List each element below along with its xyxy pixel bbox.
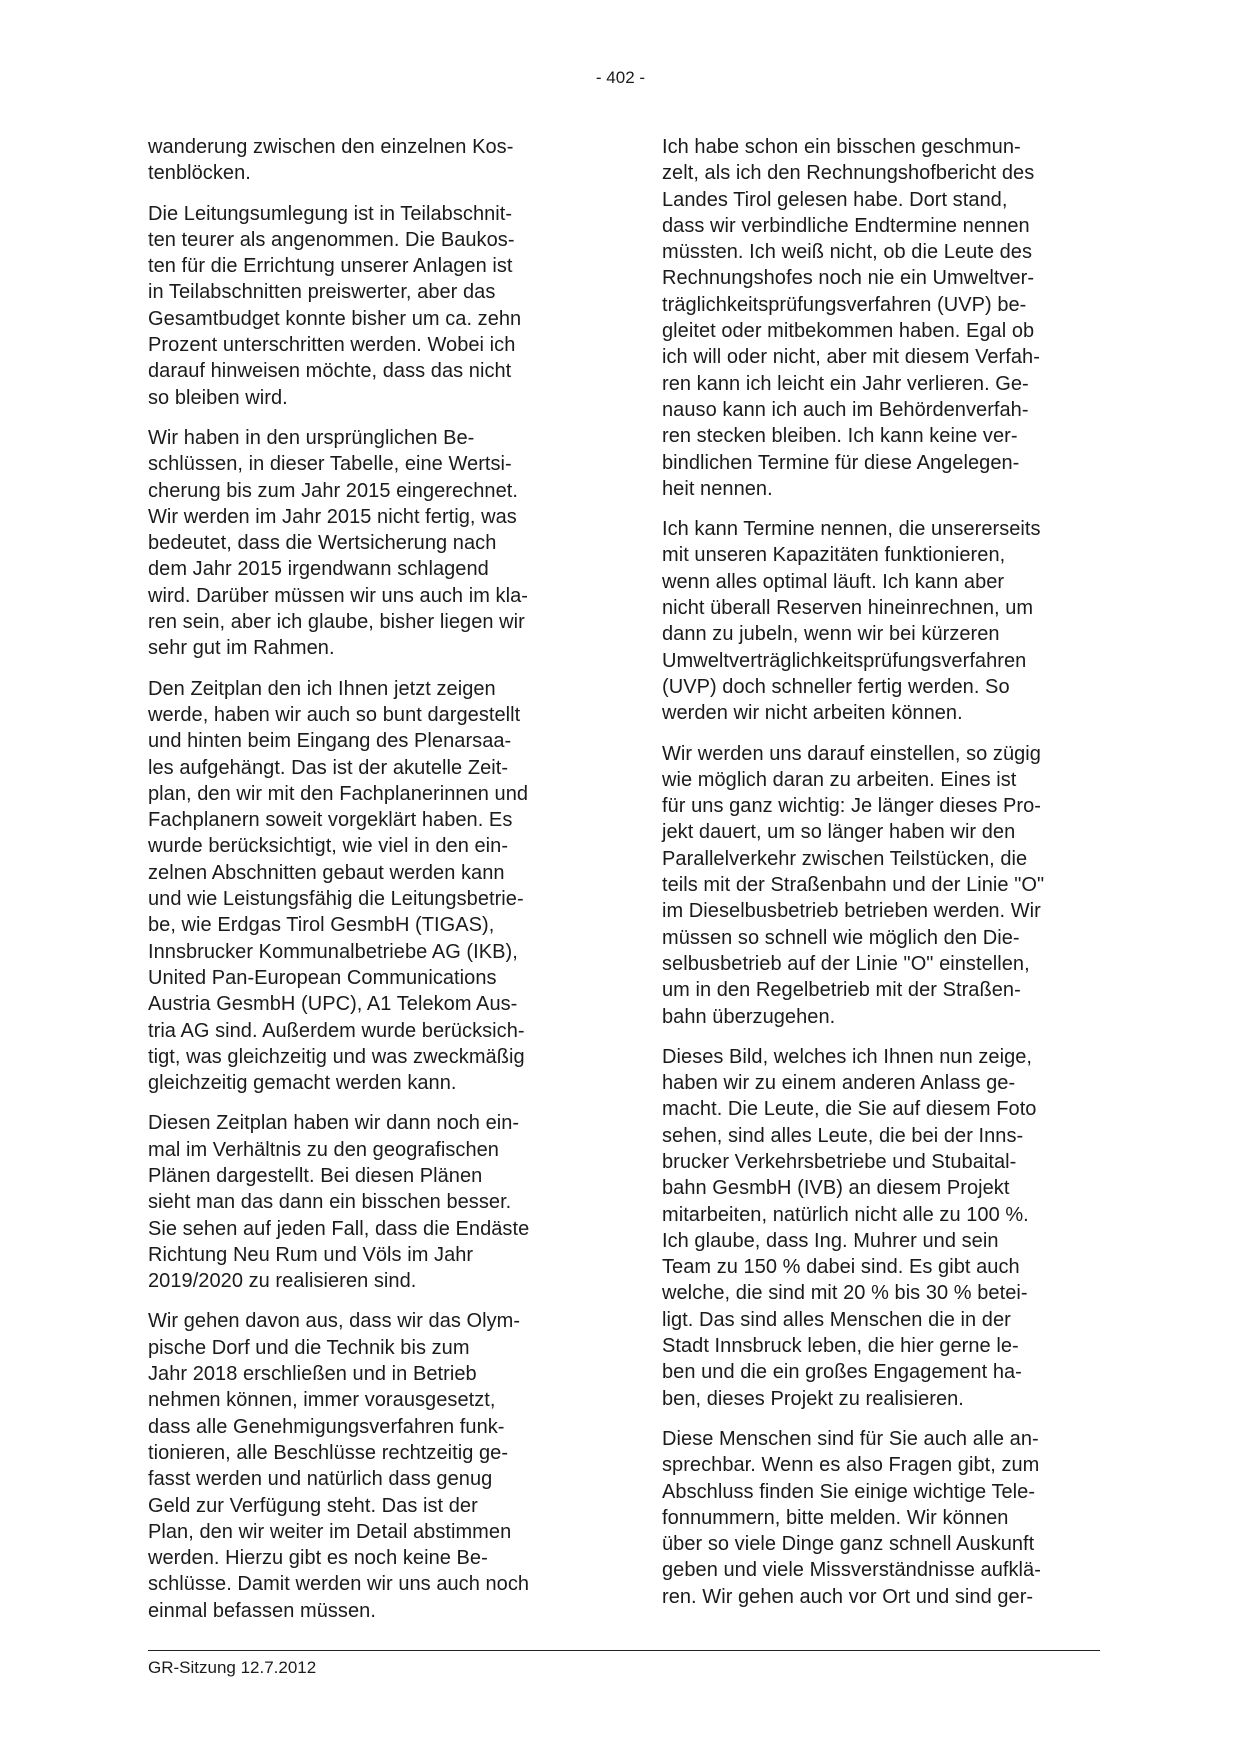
text-line: so bleiben wird.	[148, 386, 288, 409]
text-line: ren sein, aber ich glaube, bisher liegen wir	[148, 611, 525, 634]
text-line: ren stecken bleiben. Ich kann keine ver-	[662, 425, 1018, 448]
text-line: darauf hinweisen möchte, dass das nicht	[148, 360, 512, 383]
text-line: dass alle Genehmigungsverfahren funk-	[148, 1415, 505, 1438]
text-line: Austria GesmbH (UPC), A1 Telekom Aus-	[148, 993, 518, 1016]
text-line: fasst werden und natürlich dass genug	[148, 1468, 493, 1491]
text-line: brucker Verkehrsbetriebe und Stubaital-	[662, 1150, 1017, 1173]
text-line: Den Zeitplan den ich Ihnen jetzt zeigen	[148, 677, 496, 700]
right-column	[662, 134, 1130, 1624]
text-line: dann zu jubeln, wenn wir bei kürzeren	[662, 623, 1000, 646]
text-line: Team zu 150 % dabei sind. Es gibt auch	[662, 1256, 1020, 1279]
text-line: United Pan-European Communications	[148, 966, 497, 989]
text-line: wanderung zwischen den einzelnen Kos-	[148, 136, 514, 158]
text-line: welche, die sind mit 20 % bis 30 % betei-	[662, 1282, 1028, 1305]
paragraph	[148, 676, 616, 1097]
paragraph	[662, 741, 1130, 1030]
text-line: sieht man das dann ein bisschen besser.	[148, 1191, 512, 1214]
paragraph	[148, 134, 616, 187]
text-line: bahn überzugehen.	[662, 1005, 836, 1028]
text-line: und hinten beim Eingang des Plenarsaa-	[148, 730, 512, 753]
text-line: ben, dieses Projekt zu realisieren.	[662, 1387, 964, 1410]
text-line: wird. Darüber müssen wir uns auch im kla-	[148, 584, 528, 607]
text-line: mit unseren Kapazitäten funktionieren,	[662, 544, 1006, 567]
paragraph	[662, 1044, 1130, 1412]
text-line: Die Leitungsumlegung ist in Teilabschnit-	[148, 202, 513, 225]
text-line: Gesamtbudget konnte bisher um ca. zehn	[148, 307, 522, 330]
text-line: nicht überall Reserven hineinrechnen, um	[662, 597, 1034, 620]
left-column	[148, 134, 616, 1638]
text-line: Innsbrucker Kommunalbetriebe AG (IKB),	[148, 940, 518, 963]
text-line: heit nennen.	[662, 477, 773, 500]
text-line: Abschluss finden Sie einige wichtige Tele-	[662, 1480, 1036, 1503]
paragraph	[148, 425, 616, 662]
text-line: gleichzeitig gemacht werden kann.	[148, 1072, 457, 1095]
text-line: zelnen Abschnitten gebaut werden kann	[148, 861, 505, 884]
text-line: werde, haben wir auch so bunt dargestellt	[148, 703, 521, 726]
text-line: les aufgehängt. Das ist der akutelle Zeit-	[148, 756, 509, 779]
text-line: fonnummern, bitte melden. Wir können	[662, 1506, 1009, 1529]
text-line: Dieses Bild, welches ich Ihnen nun zeige,	[662, 1045, 1033, 1068]
text-line: wurde berücksichtigt, wie viel in den ein-	[148, 835, 509, 858]
text-line: Wir werden uns darauf einstellen, so zügig	[662, 742, 1041, 765]
text-line: Umweltverträglichkeitsprüfungsverfahren	[662, 649, 1027, 672]
paragraph	[148, 1110, 616, 1294]
text-line: ren. Wir gehen auch vor Ort und sind ger-	[662, 1585, 1034, 1608]
text-line: müssten. Ich weiß nicht, ob die Leute des	[662, 241, 1033, 264]
text-line: Sie sehen auf jeden Fall, dass die Endäste	[148, 1217, 530, 1240]
text-line: bindlichen Termine für diese Angelegen-	[662, 451, 1020, 474]
paragraph	[148, 201, 616, 411]
footer-text: GR-Sitzung 12.7.2012	[148, 1658, 317, 1677]
paragraph	[662, 516, 1130, 726]
text-line: bedeutet, dass die Wertsicherung nach	[148, 532, 497, 555]
text-line: ich will oder nicht, aber mit diesem Verfah-	[662, 346, 1040, 369]
text-line: mitarbeiten, natürlich nicht alle zu 100 %.	[662, 1203, 1029, 1226]
text-line: für uns ganz wichtig: Je länger dieses Pro-	[662, 795, 1042, 818]
text-line: ben und die ein großes Engagement ha-	[662, 1361, 1022, 1384]
text-line: tionieren, alle Beschlüsse rechtzeitig ge-	[148, 1441, 509, 1464]
text-line: Rechnungshofes noch nie ein Umweltver-	[662, 267, 1035, 290]
text-line: Diese Menschen sind für Sie auch alle an-	[662, 1427, 1039, 1450]
paragraph	[148, 1308, 616, 1624]
text-line: Stadt Innsbruck leben, die hier gerne le-	[662, 1335, 1019, 1358]
text-line: Parallelverkehr zwischen Teilstücken, die	[662, 847, 1028, 870]
text-line: schlüssen, in dieser Tabelle, eine Wertsi-	[148, 453, 512, 476]
text-line: 2019/2020 zu realisieren sind.	[148, 1270, 417, 1293]
text-line: Wir werden im Jahr 2015 nicht fertig, was	[148, 505, 517, 528]
text-line: um in den Regelbetrieb mit der Straßen-	[662, 979, 1021, 1002]
text-line: cherung bis zum Jahr 2015 eingerechnet.	[148, 479, 518, 502]
text-line: be, wie Erdgas Tirol GesmbH (TIGAS),	[148, 914, 495, 937]
text-line: Fachplanern soweit vorgeklärt haben. Es	[148, 809, 513, 832]
text-line: sprechbar. Wenn es also Fragen gibt, zum	[662, 1454, 1040, 1477]
text-line: Plänen dargestellt. Bei diesen Plänen	[148, 1164, 483, 1187]
text-line: Ich kann Termine nennen, die unsererseits	[662, 518, 1041, 541]
text-line: gleitet oder mitbekommen haben. Egal ob	[662, 320, 1035, 343]
text-line: plan, den wir mit den Fachplanerinnen und	[148, 782, 529, 805]
text-line: und wie Leistungsfähig die Leitungsbetrie-	[148, 888, 524, 911]
text-line: Geld zur Verfügung steht. Das ist der	[148, 1494, 478, 1517]
text-line: bahn GesmbH (IVB) an diesem Projekt	[662, 1177, 1010, 1200]
text-line: pische Dorf und die Technik bis zum	[148, 1336, 470, 1359]
text-line: wie möglich daran zu arbeiten. Eines ist	[662, 768, 1017, 791]
text-line: jekt dauert, um so länger haben wir den	[662, 821, 1016, 844]
text-line: Ich habe schon ein bisschen geschmun-	[662, 136, 1021, 158]
text-line: Ich glaube, dass Ing. Muhrer und sein	[662, 1229, 999, 1252]
text-line: ligt. Das sind alles Menschen die in der	[662, 1308, 1011, 1331]
text-line: (UVP) doch schneller fertig werden. So	[662, 675, 1010, 698]
paragraph	[662, 1426, 1130, 1610]
text-line: mal im Verhältnis zu den geografischen	[148, 1138, 499, 1161]
text-line: geben und viele Missverständnisse aufklä-	[662, 1559, 1041, 1582]
text-line: tria AG sind. Außerdem wurde berücksich-	[148, 1019, 525, 1042]
text-line: teils mit der Straßenbahn und der Linie "O"	[662, 874, 1045, 897]
text-line: tigt, was gleichzeitig und was zweckmäßig	[148, 1045, 525, 1068]
text-line: ten für die Errichtung unserer Anlagen ist	[148, 255, 513, 278]
text-line: Wir haben in den ursprünglichen Be-	[148, 426, 475, 449]
text-line: nehmen können, immer vorausgesetzt,	[148, 1389, 496, 1412]
text-line: tenblöcken.	[148, 162, 251, 185]
text-line: in Teilabschnitten preiswerter, aber das	[148, 281, 496, 304]
text-line: einmal befassen müssen.	[148, 1599, 376, 1622]
text-line: Prozent unterschritten werden. Wobei ich	[148, 334, 516, 357]
text-line: Jahr 2018 erschließen und in Betrieb	[148, 1363, 477, 1386]
text-line: dem Jahr 2015 irgendwann schlagend	[148, 558, 489, 581]
text-line: Plan, den wir weiter im Detail abstimmen	[148, 1520, 512, 1543]
text-line: müssen so schnell wie möglich den Die-	[662, 926, 1020, 949]
text-line: wenn alles optimal läuft. Ich kann aber	[662, 570, 1005, 593]
text-line: über so viele Dinge ganz schnell Auskunft	[662, 1533, 1035, 1556]
text-line: werden. Hierzu gibt es noch keine Be-	[148, 1547, 488, 1570]
text-line: haben wir zu einem anderen Anlass ge-	[662, 1072, 1016, 1095]
text-line: schlüsse. Damit werden wir uns auch noch	[148, 1573, 530, 1596]
page-number: - 402 -	[595, 68, 646, 87]
text-line: träglichkeitsprüfungsverfahren (UVP) be-	[662, 293, 1027, 316]
text-line: ten teurer als angenommen. Die Baukos-	[148, 228, 515, 251]
text-line: dass wir verbindliche Endtermine nennen	[662, 214, 1030, 237]
text-line: macht. Die Leute, die Sie auf diesem Foto	[662, 1098, 1037, 1121]
text-line: werden wir nicht arbeiten können.	[662, 702, 963, 725]
footer-divider	[148, 1650, 1100, 1651]
text-line: Wir gehen davon aus, dass wir das Olym-	[148, 1310, 521, 1333]
text-line: zelt, als ich den Rechnungshofbericht des	[662, 162, 1035, 185]
text-line: nauso kann ich auch im Behördenverfah-	[662, 398, 1029, 421]
text-line: im Dieselbusbetrieb betrieben werden. Wir	[662, 900, 1041, 923]
paragraph	[662, 134, 1130, 502]
text-line: sehr gut im Rahmen.	[148, 637, 335, 660]
text-line: Richtung Neu Rum und Völs im Jahr	[148, 1243, 474, 1266]
text-line: Landes Tirol gelesen habe. Dort stand,	[662, 188, 1008, 211]
text-line: ren kann ich leicht ein Jahr verlieren. Ge-	[662, 372, 1029, 395]
text-line: selbusbetrieb auf der Linie "O" einstellen,	[662, 952, 1030, 975]
text-line: sehen, sind alles Leute, die bei der Inns-	[662, 1124, 1024, 1147]
text-line: Diesen Zeitplan haben wir dann noch ein-	[148, 1112, 520, 1135]
